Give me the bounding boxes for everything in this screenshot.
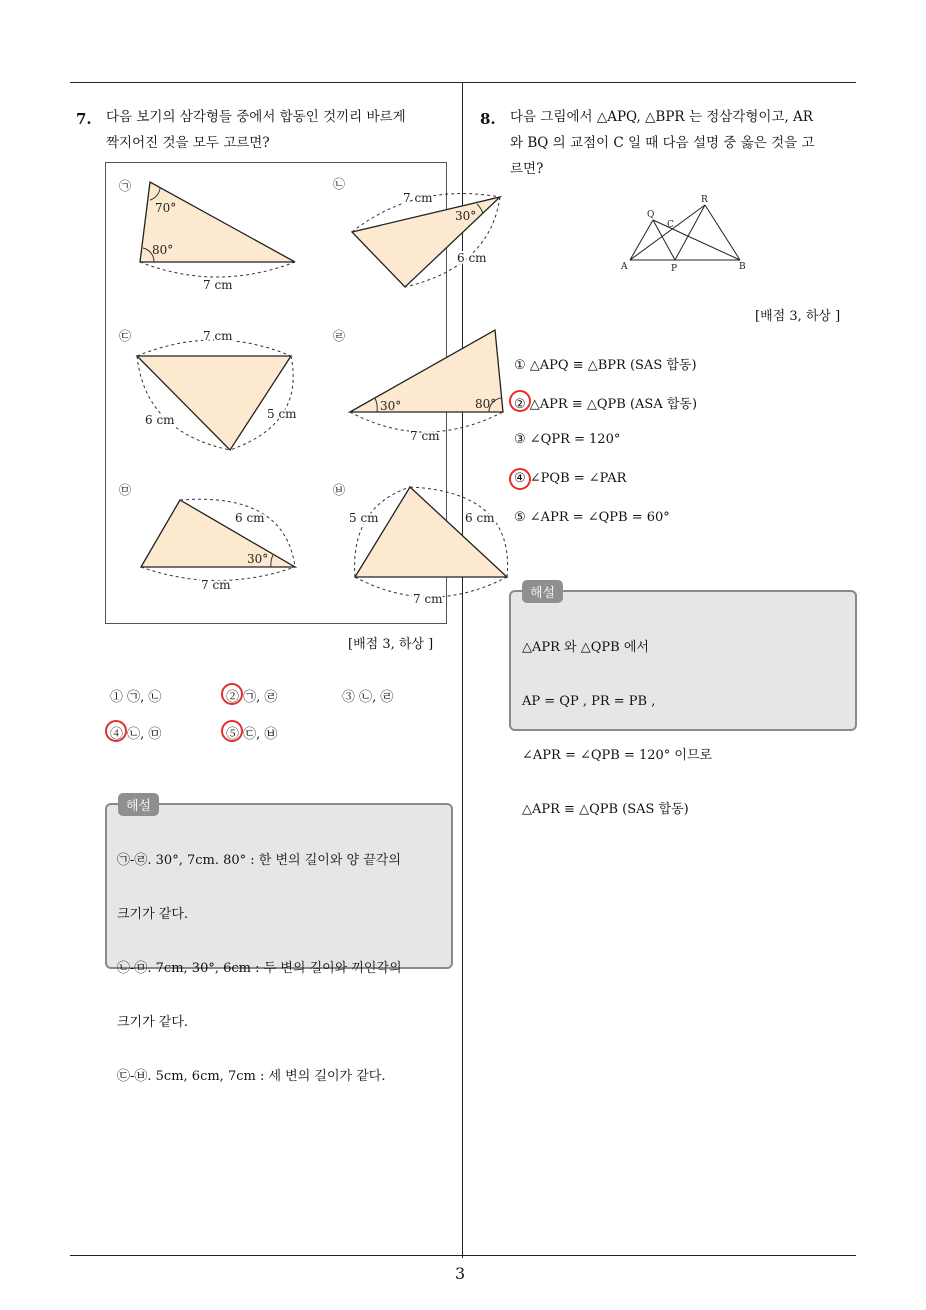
side-f-7cm: 7 cm (413, 592, 443, 606)
answer-mark-q8-2 (509, 390, 531, 412)
q7-text-line1: 다음 보기의 삼각형들 중에서 합동인 것끼리 바르게 (106, 109, 406, 125)
label-e: ㉤ (119, 483, 132, 497)
q7-text-line2: 짝지어진 것을 모두 고르면? (106, 135, 270, 151)
point-A: A (621, 262, 628, 272)
q7-choice-1[interactable]: ① ㉠, ㉡ (110, 690, 162, 705)
q8-solution-text (522, 607, 712, 850)
q8-solution-line3: ∠APR = ∠QPB = 120° 이므로 (522, 748, 713, 763)
q7-meta: [배점 3, 하상 ] (348, 637, 434, 652)
side-b-7cm: 7 cm (403, 191, 433, 205)
q8-choice-2[interactable]: ② △APR ≡ △QPB (ASA 합동) (514, 397, 698, 412)
angle-a-80: 80° (152, 243, 174, 257)
angle-a-70: 70° (155, 201, 177, 215)
q7-solution-line3: ㉡-㉤. 7cm, 30°, 6cm : 두 변의 길이와 끼인각의 (117, 961, 402, 976)
q7-question-text (106, 104, 456, 156)
side-f-6cm: 6 cm (465, 511, 495, 525)
side-a-7cm: 7 cm (203, 278, 233, 292)
angle-b-30: 30° (455, 209, 477, 223)
label-c: ㉢ (119, 329, 132, 343)
q8-text-line2: 와 BQ 의 교점이 C 일 때 다음 설명 중 옳은 것을 고 (510, 135, 815, 151)
label-b: ㉡ (333, 177, 346, 191)
point-Q: Q (647, 210, 655, 220)
q7-solution-line1: ㉠-㉣. 30°, 7cm. 80° : 한 변의 길이와 양 끝각의 (117, 853, 401, 868)
label-f: ㉥ (333, 483, 346, 497)
q8-solution-line2: AP = QP , PR = PB , (522, 694, 656, 709)
q8-text-line3: 르면? (510, 161, 544, 177)
side-c-7cm: 7 cm (203, 329, 233, 343)
angle-d-80: 80° (475, 397, 497, 411)
q8-meta: [배점 3, 하상 ] (755, 309, 841, 324)
q8-choice-4[interactable]: ④ ∠PQB = ∠PAR (514, 471, 627, 486)
answer-mark-q7-2 (221, 683, 243, 705)
q8-solution-line4: △APR ≡ △QPB (SAS 합동) (522, 802, 689, 817)
q8-solution-line1: △APR 와 △QPB 에서 (522, 640, 649, 655)
triangle-f (355, 487, 507, 577)
q7-solution-line2: 크기가 같다. (117, 907, 189, 922)
q8-choice-5[interactable]: ⑤ ∠APR = ∠QPB = 60° (514, 510, 670, 525)
q8-figure (615, 190, 755, 275)
q7-number: 7. (76, 110, 92, 128)
q7-solution-tag: 해설 (118, 793, 159, 816)
side-b-6cm: 6 cm (457, 251, 487, 265)
answer-mark-q7-5 (221, 720, 243, 742)
side-e-7cm: 7 cm (201, 578, 231, 592)
q7-solution-line5: ㉢-㉥. 5cm, 6cm, 7cm : 세 변의 길이가 같다. (117, 1069, 386, 1084)
q8-choice-1[interactable]: ① △APQ ≡ △BPR (SAS 합동) (514, 358, 697, 373)
side-c-6cm: 6 cm (145, 413, 175, 427)
q7-choice-4[interactable]: ④ ㉡, ㉤ (110, 727, 162, 742)
triangle-b (352, 197, 500, 287)
q7-choice-3[interactable]: ③ ㉡, ㉣ (342, 690, 394, 705)
point-B: B (739, 262, 746, 272)
angle-d-30: 30° (380, 399, 402, 413)
label-a: ㉠ (119, 179, 132, 193)
side-e-6cm: 6 cm (235, 511, 265, 525)
top-rule (70, 82, 856, 83)
angle-e-30: 30° (247, 552, 269, 566)
side-c-5cm: 5 cm (267, 407, 297, 421)
q8-number: 8. (480, 110, 496, 128)
q7-solution-line4: 크기가 같다. (117, 1015, 189, 1030)
q8-choice-3[interactable]: ③ ∠QPR = 120° (514, 432, 621, 447)
bottom-rule (70, 1255, 856, 1256)
answer-mark-q8-4 (509, 468, 531, 490)
point-R: R (701, 195, 708, 205)
side-d-7cm: 7 cm (410, 429, 440, 443)
q7-solution-text (117, 820, 402, 1117)
q8-question-text (510, 104, 860, 182)
q7-triangles-figure (105, 162, 525, 624)
answer-mark-q7-4 (105, 720, 127, 742)
label-d: ㉣ (333, 329, 346, 343)
page-number: 3 (455, 1264, 466, 1283)
q8-solution-tag: 해설 (522, 580, 563, 603)
point-P: P (671, 264, 678, 274)
q8-text-line1: 다음 그림에서 △APQ, △BPR 는 정삼각형이고, AR (510, 109, 813, 125)
point-C: C (667, 220, 674, 230)
q7-choice-2[interactable]: ② ㉠, ㉣ (226, 690, 278, 705)
side-f-5cm: 5 cm (349, 511, 379, 525)
q7-choice-5[interactable]: ⑤ ㉢, ㉥ (226, 727, 278, 742)
triangle-c (137, 356, 291, 450)
